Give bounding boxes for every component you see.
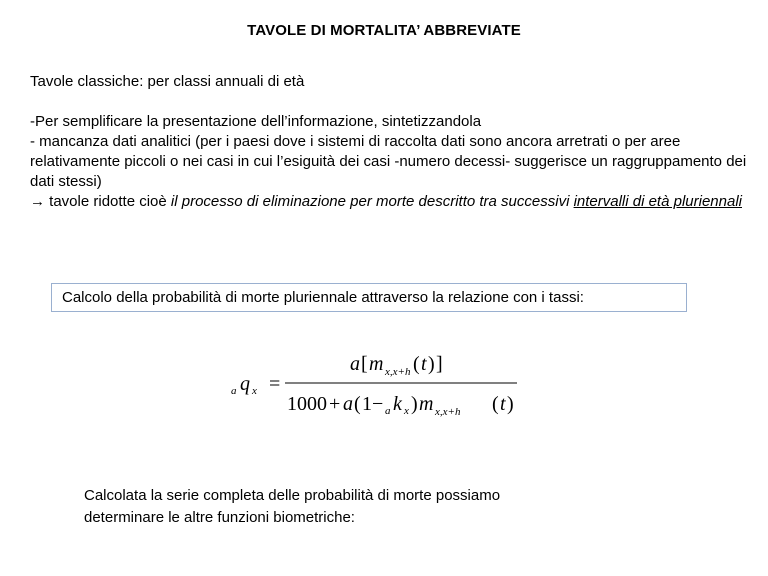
italic-definition: il processo di eliminazione per morte descritto tra successivi — [170, 193, 574, 210]
lhs-subscript: x — [252, 385, 257, 397]
probability-box: Calcolo della probabilità di morte pluriennale attraverso la relazione con i tassi: — [51, 283, 687, 312]
den-arg-paren-close: ) — [507, 393, 514, 415]
body-text — [30, 72, 750, 212]
probability-formula — [225, 338, 525, 423]
slide-title: TAVOLE DI MORTALITA’ ABBREVIATE — [247, 22, 521, 39]
closing-line-2: determinare le altre funzioni biometriche: — [84, 509, 355, 526]
den-m: m — [419, 393, 434, 415]
den-arg: t — [500, 393, 506, 415]
den-minus: − — [372, 393, 384, 415]
point-missing-data: - mancanza dati analitici (per i paesi dove i sistemi di raccolta dati sono ancora arretrati o per aree relativamente piccoli o nei casi in cui l’esiguità dei casi -numero decessi- suggerisce un raggruppamento dei dati stessi) — [30, 133, 747, 190]
den-m-subscript: x,x+h — [435, 406, 461, 418]
num-subscript: x,x+h — [385, 366, 411, 378]
num-bracket-close: ] — [436, 353, 443, 375]
num-paren-close: ) — [428, 353, 435, 375]
den-paren-open: ( — [354, 393, 361, 415]
closing-line-1: Calcolata la serie completa delle probabilità di morte possiamo — [84, 487, 501, 504]
num-arg: t — [421, 353, 427, 375]
den-1000: 1000 — [287, 393, 327, 415]
den-plus: + — [329, 393, 341, 415]
point-reduced-tables — [30, 192, 750, 212]
underlined-intervals: intervalli di età pluriennali — [573, 193, 742, 210]
lhs-variable: q — [240, 373, 250, 395]
intro-line: Tavole classiche: per classi annuali di età — [30, 73, 305, 90]
den-k-subscript: x — [404, 405, 409, 417]
lhs-prefix: a — [231, 385, 237, 397]
num-bracket-open: [ — [361, 353, 368, 375]
equals-sign: = — [269, 373, 281, 395]
num-a: a — [350, 353, 360, 375]
den-one: 1 — [362, 393, 372, 415]
point-simplify: -Per semplificare la presentazione dell’informazione, sintetizzandola — [30, 113, 482, 130]
arrow-prefix: → tavole ridotte cioè — [30, 193, 171, 210]
den-a: a — [343, 393, 353, 415]
num-m: m — [369, 353, 384, 375]
den-k: k — [393, 393, 402, 415]
num-paren-open: ( — [413, 353, 420, 375]
spacer — [30, 92, 750, 112]
den-k-prefix: a — [385, 405, 391, 417]
closing-text — [84, 485, 684, 529]
den-paren-close: ) — [411, 393, 418, 415]
den-arg-paren-open: ( — [492, 393, 499, 415]
